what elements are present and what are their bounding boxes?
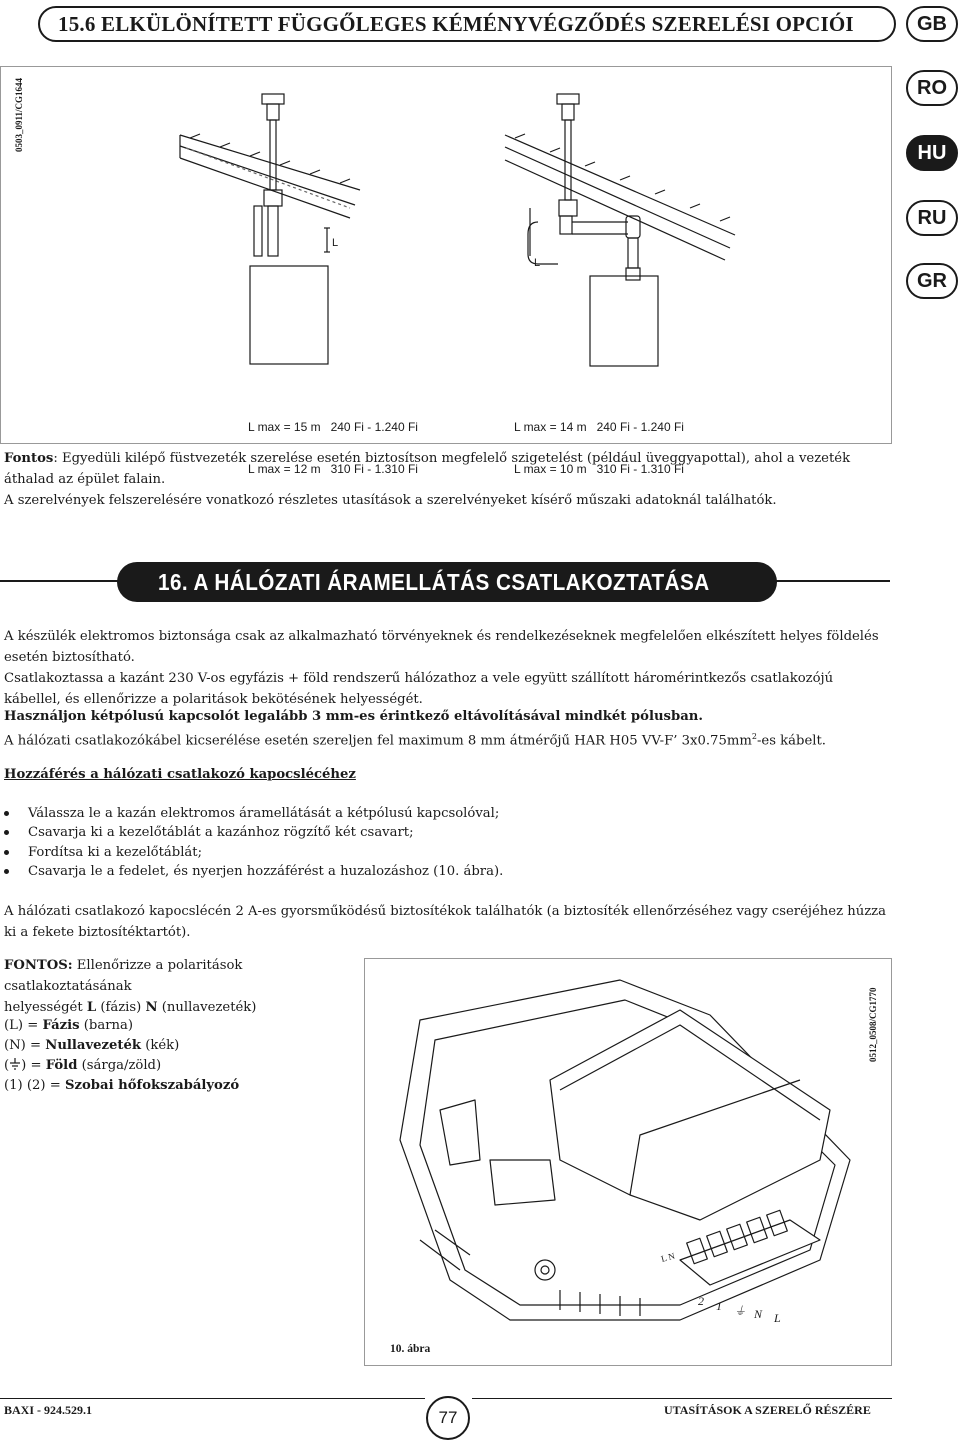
terminal-mark: 1 [716,1299,722,1313]
section-rule-right [770,580,890,582]
neutral-letter: N [145,1000,158,1015]
figure-frame-left [364,958,365,1366]
legend-row [4,1076,364,1096]
note-text: : Egyedüli kilépő füstvezeték szerelése esetén biztosítson megfelelő szigetelést (például üveggyapottal), ahol a vezeték áthalad az épület falain. [4,451,851,487]
figure-frame-right [891,958,892,1366]
footer-model: BAXI - 924.529.1 [4,1403,93,1417]
figure-frame-bottom [364,1365,892,1366]
lang-tab-ru[interactable] [906,200,958,236]
terminal-mark: ⏚ [734,1304,747,1318]
cable-gland [535,1260,555,1280]
cable-text: A hálózati csatlakozókábel kicserélése esetén szereljen fel maximum 8 mm átmérőjű HAR H05 VV-F’ 3x0.75mm [4,733,752,749]
important-note [4,955,364,1018]
bullet-dot [4,830,9,835]
lang-tab-hu[interactable] [906,135,958,171]
cable-sup: 2 [751,732,757,741]
legend-term: Nullavezeték [45,1038,142,1053]
lang-tab-label: RU [917,207,947,229]
terminal-mark: L [774,1311,781,1325]
paragraph-fuse: A hálózati csatlakozó kapocslécén 2 A-es gyorsműködésű biztosítékok találhatók (a biztosíték ellenőrzéséhez vagy cseréjéhez húzza ki a fekete biztosítéktartót). [4,904,886,940]
important-line-1 [4,955,364,997]
bullet-dot [4,811,9,816]
phase-letter: L [86,1000,97,1015]
earth-icon [9,1058,21,1070]
spec-line: L max = 10 m 310 Fi - 1.310 Fi [514,462,684,476]
legend-key: ) = [21,1058,46,1073]
bullet-dot [4,850,9,855]
lang-tab-label: GR [917,270,947,292]
flue-diagram [150,80,890,380]
spec-line: L max = 14 m 240 Fi - 1.240 Fi [514,420,684,434]
section-16-title: 16. A HÁLÓZATI ÁRAMELLÁTÁS CSATLAKOZTATÁSA [158,569,710,595]
cover-lid [550,1010,830,1220]
plate-label: L N [659,1250,676,1264]
lang-tab-gb[interactable] [906,6,958,42]
terminal-mark: N [754,1307,763,1321]
wiring-legend [4,1016,364,1096]
bullet-dot [4,869,9,874]
dimension-label-right: L [534,257,541,269]
section-header-title: 15.6 ELKÜLÖNÍTETT FÜGGŐLEGES KÉMÉNYVÉGZŐDÉS SZERELÉSI OPCIÓI [58,12,854,36]
legend-key: (N) = [4,1038,46,1053]
figure-caption: 10. ábra [390,1343,431,1355]
important-label: FONTOS: [4,958,73,973]
list-item-text: Csavarja ki a kezelőtáblát a kazánhoz rögzítő két csavart; [28,825,414,840]
figure-code-top: 0503_0911/CG1644 [14,77,24,152]
boiler-right [590,276,658,366]
note-kit: A szerelvények felszerelésére vonatkozó részletes utasítások a szerelvényeket kísérő műszaki adatoknál találhatók. [4,493,777,508]
important-text: (nullavezeték) [157,1000,257,1015]
legend-term: Fázis [42,1018,80,1033]
page-number: 77 [426,1396,470,1440]
footer-rule-left [0,1398,425,1399]
legend-term: Szobai hőfokszabályozó [65,1078,240,1093]
boiler-left [250,266,328,364]
terminal-block-drawing [380,960,870,1340]
access-heading: Hozzáférés a hálózati csatlakozó kapocslécéhez [4,767,356,782]
legend-row [4,1036,364,1056]
paragraph-cable [4,726,892,751]
important-text: helyességét [4,1000,87,1015]
list-item-text: Válassza le a kazán elektromos áramellátását a kétpólusú kapcsolóval; [28,806,500,821]
list-item-text: Csavarja le a fedelet, és nyerjen hozzáférést a huzalozáshoz (10. ábra). [28,864,504,879]
figure-code-bottom: 0512_0508/CG1770 [868,987,878,1062]
lang-tab-label: GB [917,13,947,35]
terminal-mark: 2 [698,1294,704,1308]
legend-key: (1) (2) = [4,1078,65,1093]
list-item-text: Fordítsa ki a kezelőtáblát; [28,845,203,860]
lang-tab-gr[interactable] [906,263,958,299]
note-fontos [4,448,892,490]
lang-tab-label: HU [917,142,947,164]
legend-row [4,1016,364,1036]
terminal-block [680,1210,820,1285]
figure-frame-top [364,958,892,959]
roof-right [505,134,735,260]
legend-key-open: ( [4,1058,10,1073]
paragraph-safety: A készülék elektromos biztonsága csak az alkalmazható törvényeknek és rendelkezéseknek megfelelően elkészített helyes földelés esetén biztosítható. [4,629,879,665]
legend-desc: (barna) [79,1018,134,1033]
legend-row [4,1056,364,1076]
paragraph-connect: Csatlakoztassa a kazánt 230 V-os egyfázis + föld rendszerű hálózathoz a vele együtt szállított háromérintkezős csatlakozójú kábellel, és ellenőrizze a polaritások bekötésének helyességét. [4,671,834,707]
legend-desc: (sárga/zöld) [77,1058,162,1073]
footer-rule-right [472,1398,892,1399]
important-line-2 [4,997,364,1018]
legend-desc: (kék) [141,1038,180,1053]
footer-section: UTASÍTÁSOK A SZERELŐ RÉSZÉRE [664,1403,871,1417]
lang-tab-label: RO [917,77,947,99]
legend-key: (L) = [4,1018,43,1033]
important-text: Ellenőrizze a polaritások csatlakoztatásának [4,958,243,994]
dimension-label-left: L [332,237,339,249]
spec-line: L max = 15 m 240 Fi - 1.240 Fi [248,420,418,434]
important-text: (fázis) [96,1000,146,1015]
spec-line: L max = 12 m 310 Fi - 1.310 Fi [248,462,418,476]
note-label: Fontos [4,451,54,466]
section-rule-left [0,580,130,582]
legend-term: Föld [45,1058,78,1073]
cable-text-end: -es kábelt. [756,733,826,749]
paragraph-switch: Használjon kétpólusú kapcsolót legalább 3 mm-es érintkező eltávolításával mindkét pólusban. [4,709,703,724]
lang-tab-ro[interactable] [906,70,958,106]
